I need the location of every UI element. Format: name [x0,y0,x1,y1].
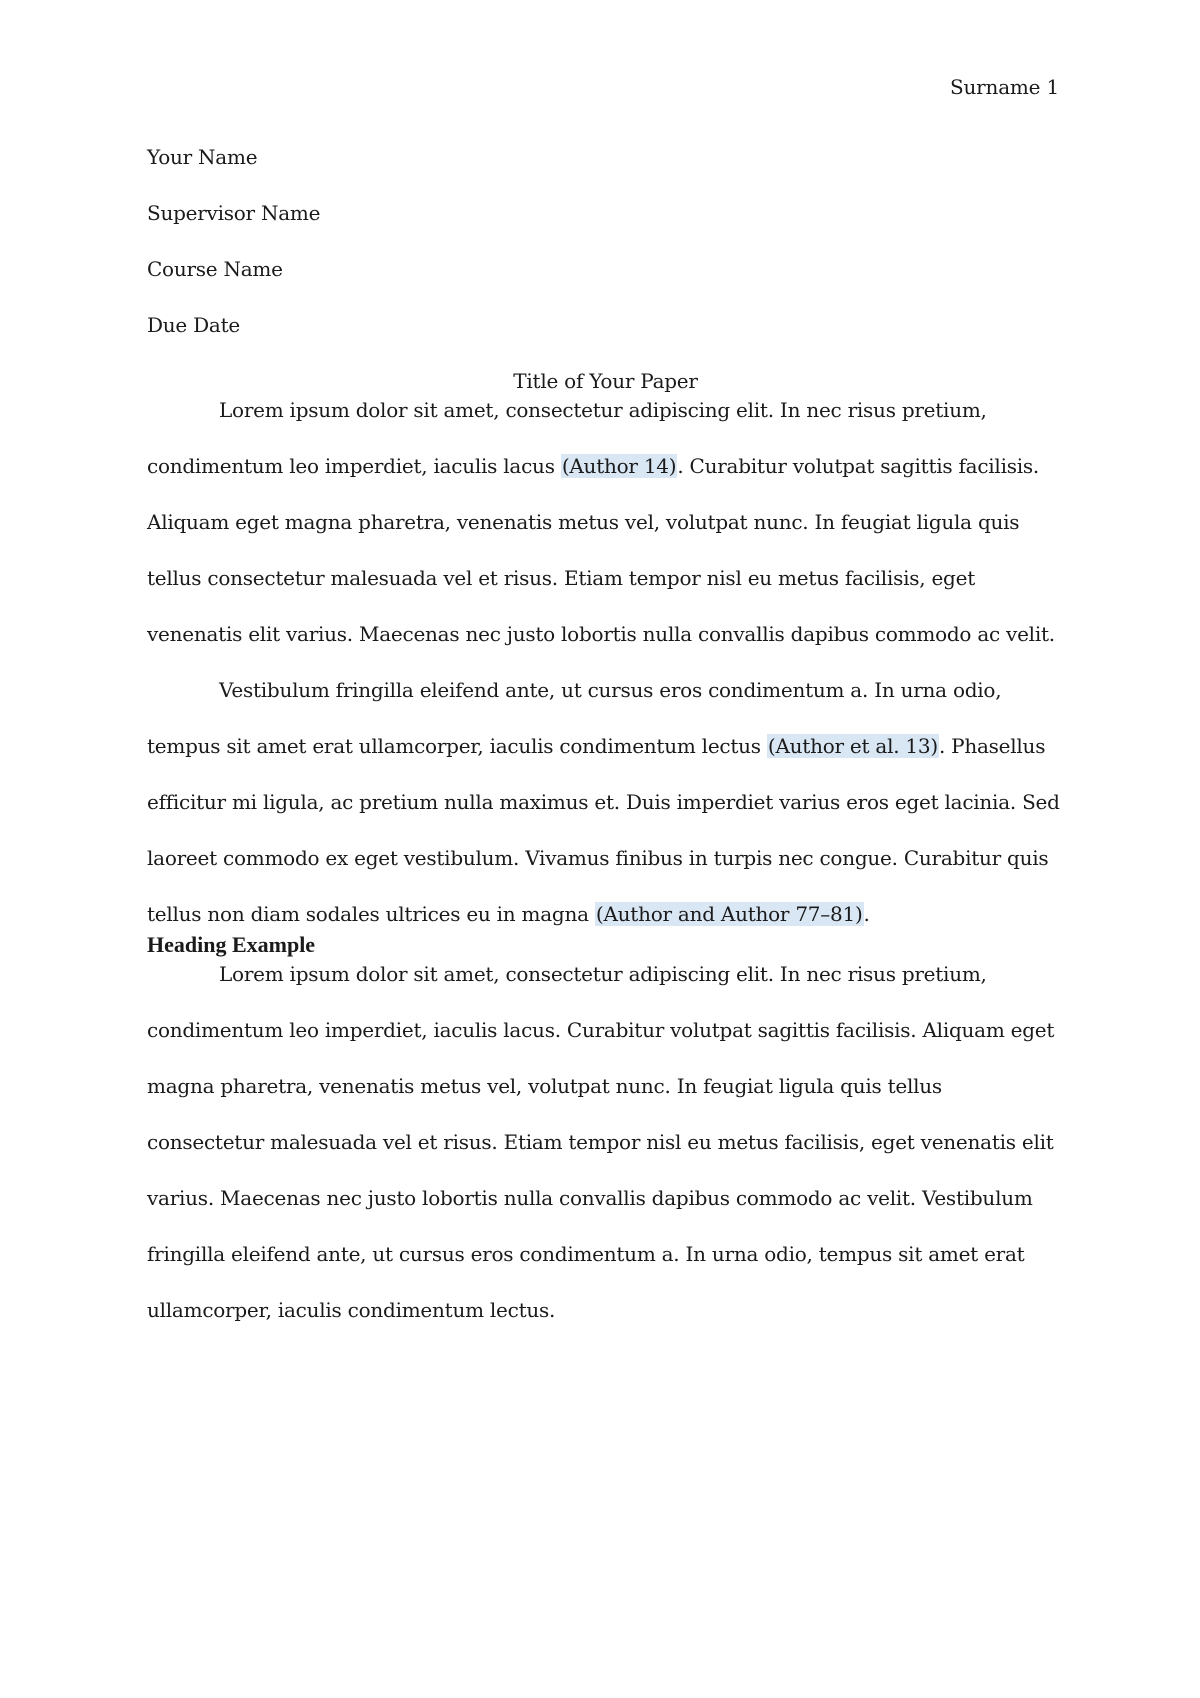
section-heading: Heading Example [147,932,316,957]
course-name: Course Name [147,257,283,281]
paragraph-3: Lorem ipsum dolor sit amet, consectetur adipiscing elit. In nec risus pretium, condimentum leo imperdiet, iaculis lacus. Curabitur volutpat sagittis facilisis. Aliquam eget magna pharetra, venenatis metus vel, volutpat nunc. In feugiat ligula quis tellus consectetur malesuada vel et risus. Etiam tempor nisl eu metus facilisis, eget venenatis elit varius. Maecenas nec justo lobortis nulla convallis dapibus commodo ac velit. Vestibulum fringilla eleifend ante, ut cursus eros condimentum a. In urna odio, tempus sit amet erat ullamcorper, iaculis condimentum lectus. [147,962,1055,1322]
paragraph-1 [147,382,1064,662]
paper-title: Title of Your Paper [513,369,698,393]
paragraph-2-text-before: Vestibulum fringilla eleifend ante, ut cursus eros condimentum a. In urna odio, tempus sit amet erat ullamcorper, iaculis condimentum lectus [147,678,1002,758]
paragraph-1-text-before: Lorem ipsum dolor sit amet, consectetur adipiscing elit. In nec risus pretium, condimentum leo imperdiet, iaculis lacus [147,398,987,478]
author-name: Your Name [147,145,258,169]
paragraph-1-text-after: . Curabitur volutpat sagittis facilisis. Aliquam eget magna pharetra, venenatis metus vel, volutpat nunc. In feugiat ligula quis tellus consectetur malesuada vel et risus. Etiam tempor nisl eu metus facilisis, eget venenatis elit varius. Maecenas nec justo lobortis nulla convallis dapibus commodo ac velit. [147,454,1055,646]
citation-highlight: (Author and Author 77–81) [595,902,863,926]
paragraph-2-text-middle: . Phasellus efficitur mi ligula, ac pretium nulla maximus et. Duis imperdiet varius eros eget lacinia. Sed laoreet commodo ex eget vestibulum. Vivamus finibus in turpis nec congue. Curabitur quis tellus non diam sodales ultrices eu in magna [147,734,1060,926]
supervisor-name: Supervisor Name [147,201,321,225]
citation-highlight: (Author 14) [561,454,677,478]
paragraph-2 [147,662,1064,942]
citation-highlight: (Author et al. 13) [767,734,938,758]
document-body [147,142,1064,1338]
running-head: Surname 1 [949,75,1059,99]
due-date: Due Date [147,313,240,337]
paragraph-2-text-after: . [863,902,870,926]
